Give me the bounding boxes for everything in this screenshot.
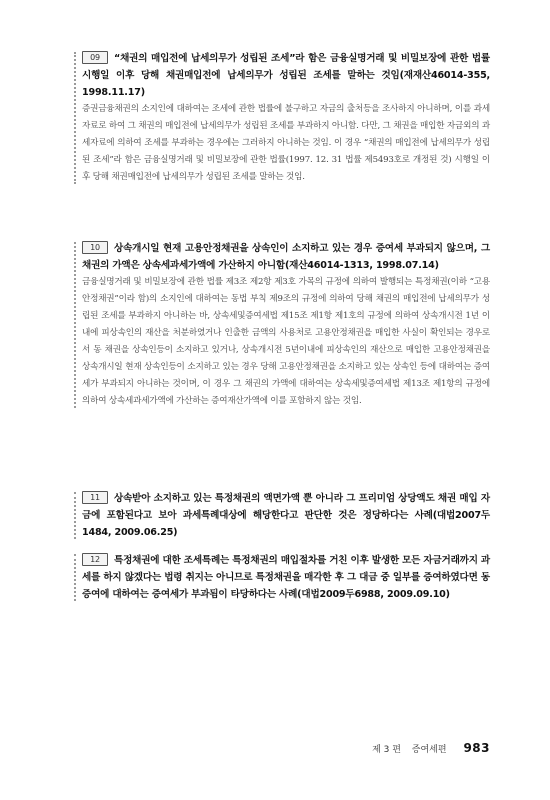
section-number-badge: 11 [82, 491, 108, 504]
section-number-badge: 10 [82, 241, 108, 254]
ruling-section-09 [82, 50, 490, 186]
section-marker-bar [74, 554, 76, 601]
section-heading [82, 50, 490, 101]
section-number-badge: 12 [82, 553, 108, 566]
section-body: 증권금융채권의 소지인에 대하여는 조세에 관한 법률에 불구하고 자금의 출처등을 조사하지 아니하며, 이를 과세자료로 하여 그 채권의 매입전에 납세의무가 성립된 조세를 부과하지 아니함. 다만, 그 채권을 매입한 자금외의 과세자료에 의하여 조세를 부과하는 경우에는 그러하지 아니하는 것임. 이 경우 “채권의 매입전에 납세의무가 성립된 조세”라 함은 금융실명거래 및 비밀보장에 관한 법률(1997. 12. 31 법률 제5493호로 개정된 것) 시행일 이후 당해 채권매입전에 납세의무가 성립된 조세를 말하는 것임. [82, 104, 490, 182]
section-heading-text: “채권의 매입전에 납세의무가 성립된 조세”라 함은 금융실명거래 및 비밀보장에 관한 법률시행일 이후 당해 채권매입전에 납세의무가 성립된 조세를 말하는 것임(재재산46014-355, 1998.11.17) [82, 53, 490, 98]
section-heading [82, 240, 490, 274]
page-footer [372, 741, 490, 755]
section-heading-text: 상속개시일 현재 고용안정채권을 상속인이 소지하고 있는 경우 증여세 부과되지 않으며, 그 채권의 가액은 상속세과세가액에 가산하지 아니함(재산46014-1313, 1998.07.14) [82, 243, 490, 271]
ruling-section-11 [82, 490, 490, 541]
section-heading [82, 552, 490, 603]
section-marker-bar [74, 242, 76, 408]
section-number-badge: 09 [82, 51, 108, 64]
section-heading-text: 특정채권에 대한 조세특례는 특정채권의 매입절차를 거친 이후 발생한 모든 자금거래까지 과세를 하지 않겠다는 법령 취지는 아니므로 특정채권을 매각한 후 그 대금 중 일부를 증여하였다면 동 증여에 대하여는 증여세가 부과됨이 타당하다는 사례(대법2009두6988, 2009.09.10) [82, 555, 490, 600]
section-marker-bar [74, 52, 76, 184]
ruling-section-10 [82, 240, 490, 410]
ruling-section-12 [82, 552, 490, 603]
page-number: 983 [463, 741, 490, 755]
footer-part-label: 제 3 편 [372, 745, 401, 755]
section-heading [82, 490, 490, 541]
footer-title: 증여세편 [411, 745, 447, 755]
section-marker-bar [74, 492, 76, 539]
section-heading-text: 상속받아 소지하고 있는 특정채권의 액면가액 뿐 아니라 그 프리미엄 상당액도 채권 매입 자금에 포함된다고 보아 과세특례대상에 해당한다고 판단한 것은 정당하다는 사례(대법2007두1484, 2009.06.25) [82, 493, 490, 538]
section-body: 금융실명거래 및 비밀보장에 관한 법률 제3조 제2항 제3호 가목의 규정에 의하여 발행되는 특정채권(이하 “고용안정채권”이라 함)의 소지인에 대하여는 동법 부칙 제9조의 규정에 의하여 당해 채권의 매입전에 납세의무가 성립된 조세를 부과하지 아니하는 바, 상속세및증여세법 제15조 제1항 제1호의 규정에 의하여 상속개시전 1년 이내에 피상속인의 재산을 처분하였거나 인출한 금액의 사용처로 고용안정채권을 매입한 사실이 확인되는 경우로서 동 채권을 상속인등이 소지하고 있거나, 상속개시전 5년이내에 피상속인의 재산으로 매입한 고용안정채권을 상속개시일 현재 상속인등이 소지하고 있는 경우 당해 고용안정채권을 소지하고 있는 상속인 등에 대하여는 증여세가 부과되지 아니하는 것이며, 이 경우 그 채권의 가액에 대하여는 상속세및증여세법 제13조 제1항의 규정에 의하여 상속세과세가액에 가산하는 증여재산가액에 이를 포함하지 않는 것임. [82, 277, 490, 406]
